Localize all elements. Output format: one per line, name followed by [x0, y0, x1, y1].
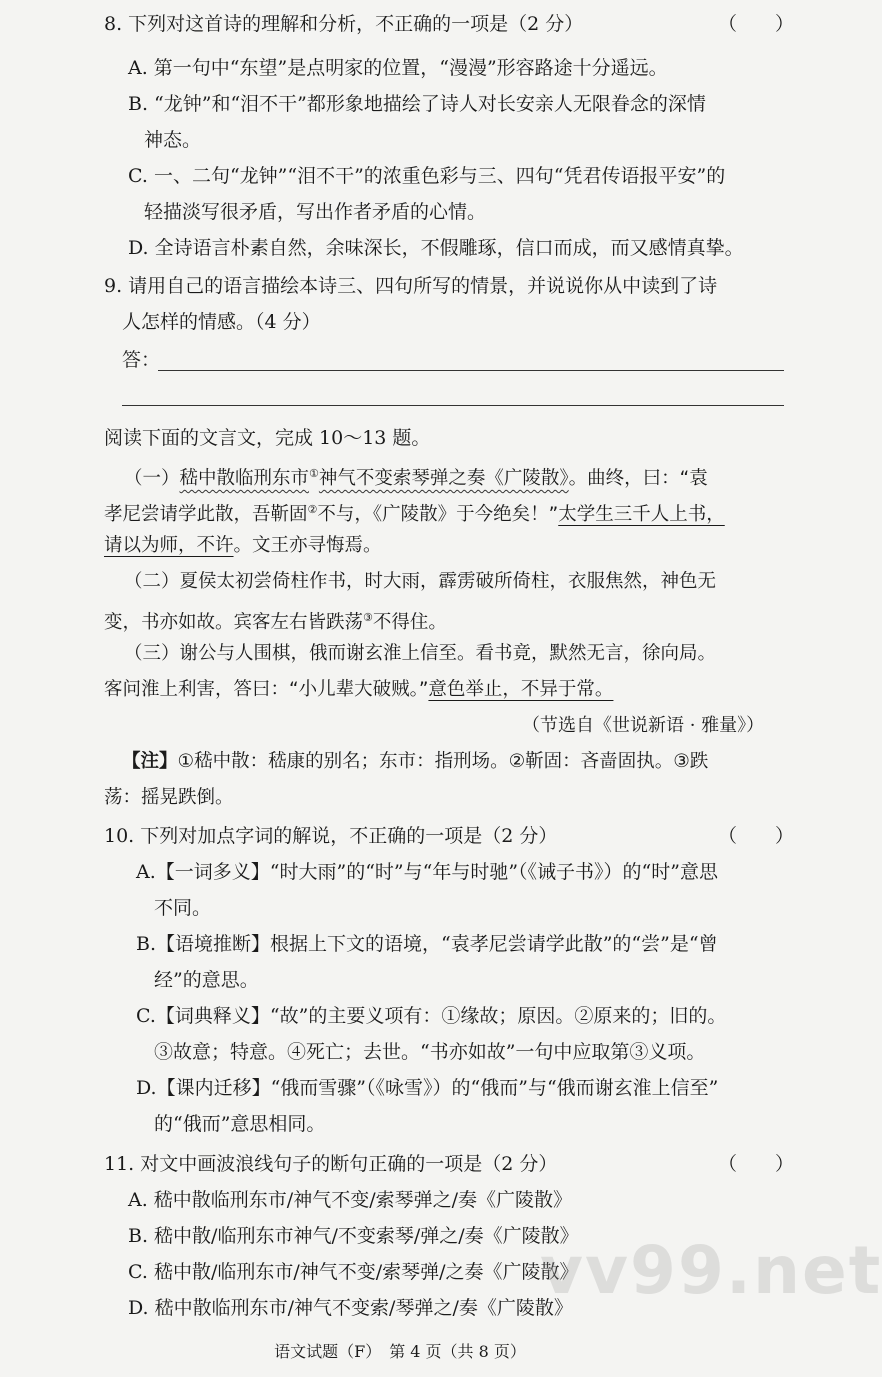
passage-3-line2 — [104, 676, 613, 704]
q8-stem: 8. 下列对这首诗的理解和分析，不正确的一项是（2 分） — [104, 13, 584, 35]
passage-3-line1: （三）谢公与人围棋，俄而谢玄淮上信至。看书竟，默然无言，徐向局。 — [124, 643, 717, 664]
q10-option-a-line1: A.【一词多义】“时大雨”的“时”与“年与时驰”（《诫子书》）的“时”意思 — [136, 861, 718, 883]
q10-stem: 10. 下列对加点字词的解说，不正确的一项是（2 分） — [104, 825, 558, 847]
reading-intro: 阅读下面的文言文，完成 10～13 题。 — [104, 427, 431, 449]
q11-answer-paren: （ ） — [718, 1153, 795, 1175]
q10-option-c-line2: ③故意；特意。④死亡；去世。“书亦如故”一句中应取第③义项。 — [154, 1041, 706, 1063]
passage-2-line1: （二）夏侯太初尝倚柱作书，时大雨，霹雳破所倚柱，衣服焦然，神色无 — [124, 571, 717, 592]
notes-label: 【注】 — [122, 751, 178, 772]
q8-answer-paren: （ ） — [718, 13, 795, 35]
footnote-marker-2: ② — [307, 503, 318, 516]
q9-answer-line-1[interactable] — [158, 370, 784, 371]
underlined-sentence-1a: 太学生三千人上书， — [558, 504, 725, 526]
passage-1-line3-rest: 。文王亦寻悔焉。 — [233, 535, 382, 556]
q11-option-d: D. 嵇中散临刑东市/神气不变索/琴弹之/奏《广陵散》 — [128, 1297, 573, 1319]
q10-answer-paren: （ ） — [718, 825, 795, 847]
notes-text-1: ①嵇中散：嵇康的别名；东市：指刑场。②靳固：吝啬固执。③跌 — [177, 751, 709, 772]
underlined-sentence-1b: 请以为师，不许 — [104, 535, 234, 556]
q11-option-b: B. 嵇中散/临刑东市神气/不变索琴/弹之/奏《广陵散》 — [128, 1225, 579, 1247]
q9-answer-label: 答： — [122, 349, 161, 371]
footnote-marker-1: ① — [309, 467, 319, 480]
q11-stem: 11. 对文中画波浪线句子的断句正确的一项是（2 分） — [104, 1153, 558, 1175]
passage-1-line2-a: 孝尼尝请学此散，吾靳固 — [104, 504, 308, 526]
watermark: vv99.net — [540, 1232, 882, 1309]
q8-option-b-line1: B. “龙钟”和“泪不干”都形象地描绘了诗人对长安亲人无限眷念的深情 — [128, 93, 706, 115]
passage-1-line2-b: 不与，《广陵散》于今绝矣！” — [317, 504, 559, 526]
q10-option-d-line2: 的“俄而”意思相同。 — [154, 1113, 326, 1135]
q8-option-c-line2: 轻描淡写很矛盾，写出作者矛盾的心情。 — [144, 201, 487, 223]
passage-2-line2-b: 不得住。 — [372, 612, 447, 634]
wavy-sentence-part1: 嵇中散临刑东市 — [179, 468, 310, 490]
wavy-sentence-part2: 神气不变索琴弹之奏《广陵散》 — [318, 468, 569, 490]
footnote-marker-3: ③ — [363, 611, 373, 624]
passage-2-line2-a: 变，书亦如故。宾客左右皆跌荡 — [104, 612, 364, 634]
passage-1-label: （一） — [124, 468, 180, 490]
q10-option-b-line2: 经”的意思。 — [154, 969, 259, 991]
q11-option-c: C. 嵇中散/临刑东市/神气不变/索琴弹/之奏《广陵散》 — [128, 1261, 579, 1283]
passage-1-line3 — [104, 532, 382, 560]
q10-option-b-line1: B.【语境推断】根据上下文的语境，“袁孝尼尝请学此散”的“尝”是“曾 — [136, 933, 718, 955]
notes-line2: 荡：摇晃跌倒。 — [104, 787, 234, 808]
q10-option-c-line1: C.【词典释义】“故”的主要义项有：①缘故；原因。②原来的；旧的。 — [136, 1005, 727, 1027]
q9-stem-line2: 人怎样的情感。（4 分） — [122, 311, 321, 333]
q8-option-d: D. 全诗语言朴素自然，余味深长，不假雕琢，信口而成，而又感情真挚。 — [128, 237, 744, 259]
passage-1-line1 — [124, 460, 708, 493]
passage-2-line2 — [104, 604, 447, 637]
q8-option-a: A. 第一句中“东望”是点明家的位置，“漫漫”形容路途十分遥远。 — [128, 57, 668, 79]
page-footer: 语文试题（F） 第 4 页（共 8 页） — [274, 1342, 526, 1361]
q10-option-d-line1: D.【课内迁移】“俄而雪骤”（《咏雪》）的“俄而”与“俄而谢玄淮上信至” — [136, 1077, 719, 1099]
notes-line1 — [122, 748, 708, 776]
q8-option-b-line2: 神态。 — [144, 129, 202, 151]
passage-source: （节选自《世说新语 · 雅量》） — [522, 715, 765, 736]
passage-1-line1-rest: 。曲终，曰：“袁 — [568, 468, 708, 490]
q9-answer-line-2[interactable] — [122, 405, 784, 406]
passage-1-line2 — [104, 496, 725, 529]
q8-option-c-line1: C. 一、二句“龙钟”“泪不干”的浓重色彩与三、四句“凭君传语报平安”的 — [128, 165, 726, 187]
q9-stem-line1: 9. 请用自己的语言描绘本诗三、四句所写的情景，并说说你从中读到了诗 — [104, 275, 718, 297]
underlined-sentence-2: 意色举止，不异于常。 — [428, 679, 614, 700]
q11-option-a: A. 嵇中散临刑东市/神气不变/索琴弹之/奏《广陵散》 — [128, 1189, 573, 1211]
passage-3-line2-a: 客问淮上利害，答曰：“小儿辈大破贼。” — [104, 679, 429, 700]
q10-option-a-line2: 不同。 — [154, 897, 212, 919]
